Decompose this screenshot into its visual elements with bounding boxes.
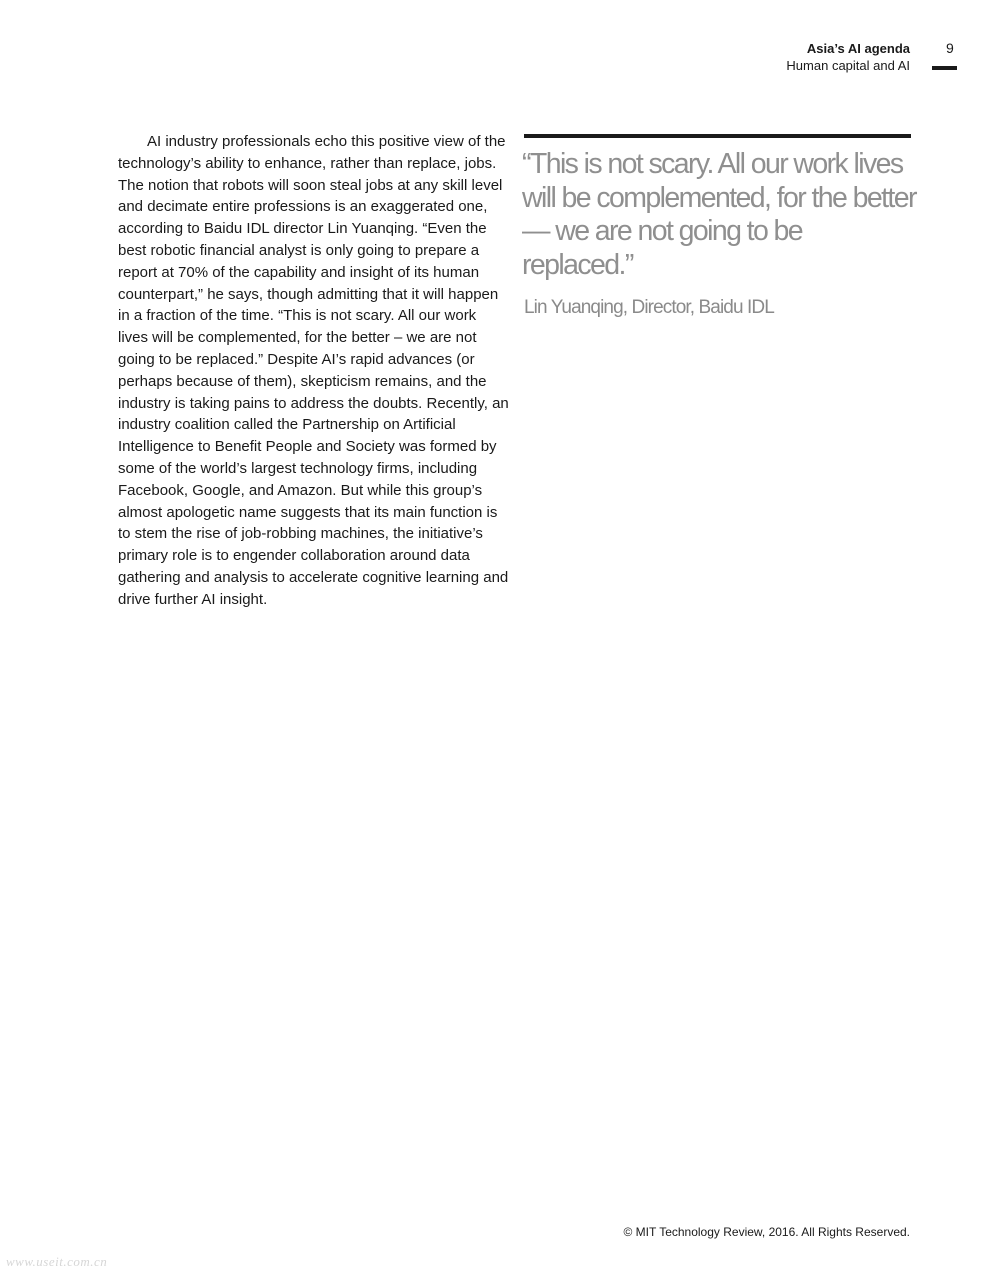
page-marker-bar bbox=[932, 66, 957, 70]
pull-quote-attribution: Lin Yuanqing, Director, Baidu IDL bbox=[524, 297, 774, 318]
subsection-title: Human capital and AI bbox=[786, 58, 910, 73]
footer-copyright: © MIT Technology Review, 2016. All Rights Reserved. bbox=[623, 1225, 910, 1239]
section-title: Asia’s AI agenda bbox=[806, 41, 910, 56]
page-number: 9 bbox=[946, 40, 954, 56]
article-paragraph: AI industry professionals echo this positive view of the technology’s ability to enhance, rather than replace, jobs. The notion that robots will soon steal jobs at any skill level and decimate entire professions is an exaggerated one, according to Baidu IDL director Lin Yuanqing. “Even the best robotic financial analyst is only going to prepare a report at 70% of the capability and insight of its human counterpart,” he says, though admitting that it will happen in a fraction of the time. “This is not scary. All our work lives will be complemented, for the better – we are not going to be replaced.” Despite AI’s rapid advances (or perhaps because of them), skepticism remains, and the industry is taking pains to address the doubts. Recently, an industry coalition called the Partnership on Artificial Intelligence to Benefit People and Society was formed by some of the world’s largest technology firms, including Facebook, Google, and Amazon. But while this group’s almost apologetic name suggests that its main function is to stem the rise of job-robbing machines, the initiative’s primary role is to engender collaboration around data gathering and analysis to accelerate cognitive learning and drive further AI insight. bbox=[118, 133, 509, 608]
pull-quote-rule bbox=[524, 134, 911, 138]
pull-quote-text: “This is not scary. All our work lives will be complemented, for the better — we are not going to be replaced.” bbox=[522, 148, 916, 281]
running-header bbox=[786, 40, 910, 75]
watermark-text: www.useit.com.cn bbox=[6, 1254, 108, 1269]
